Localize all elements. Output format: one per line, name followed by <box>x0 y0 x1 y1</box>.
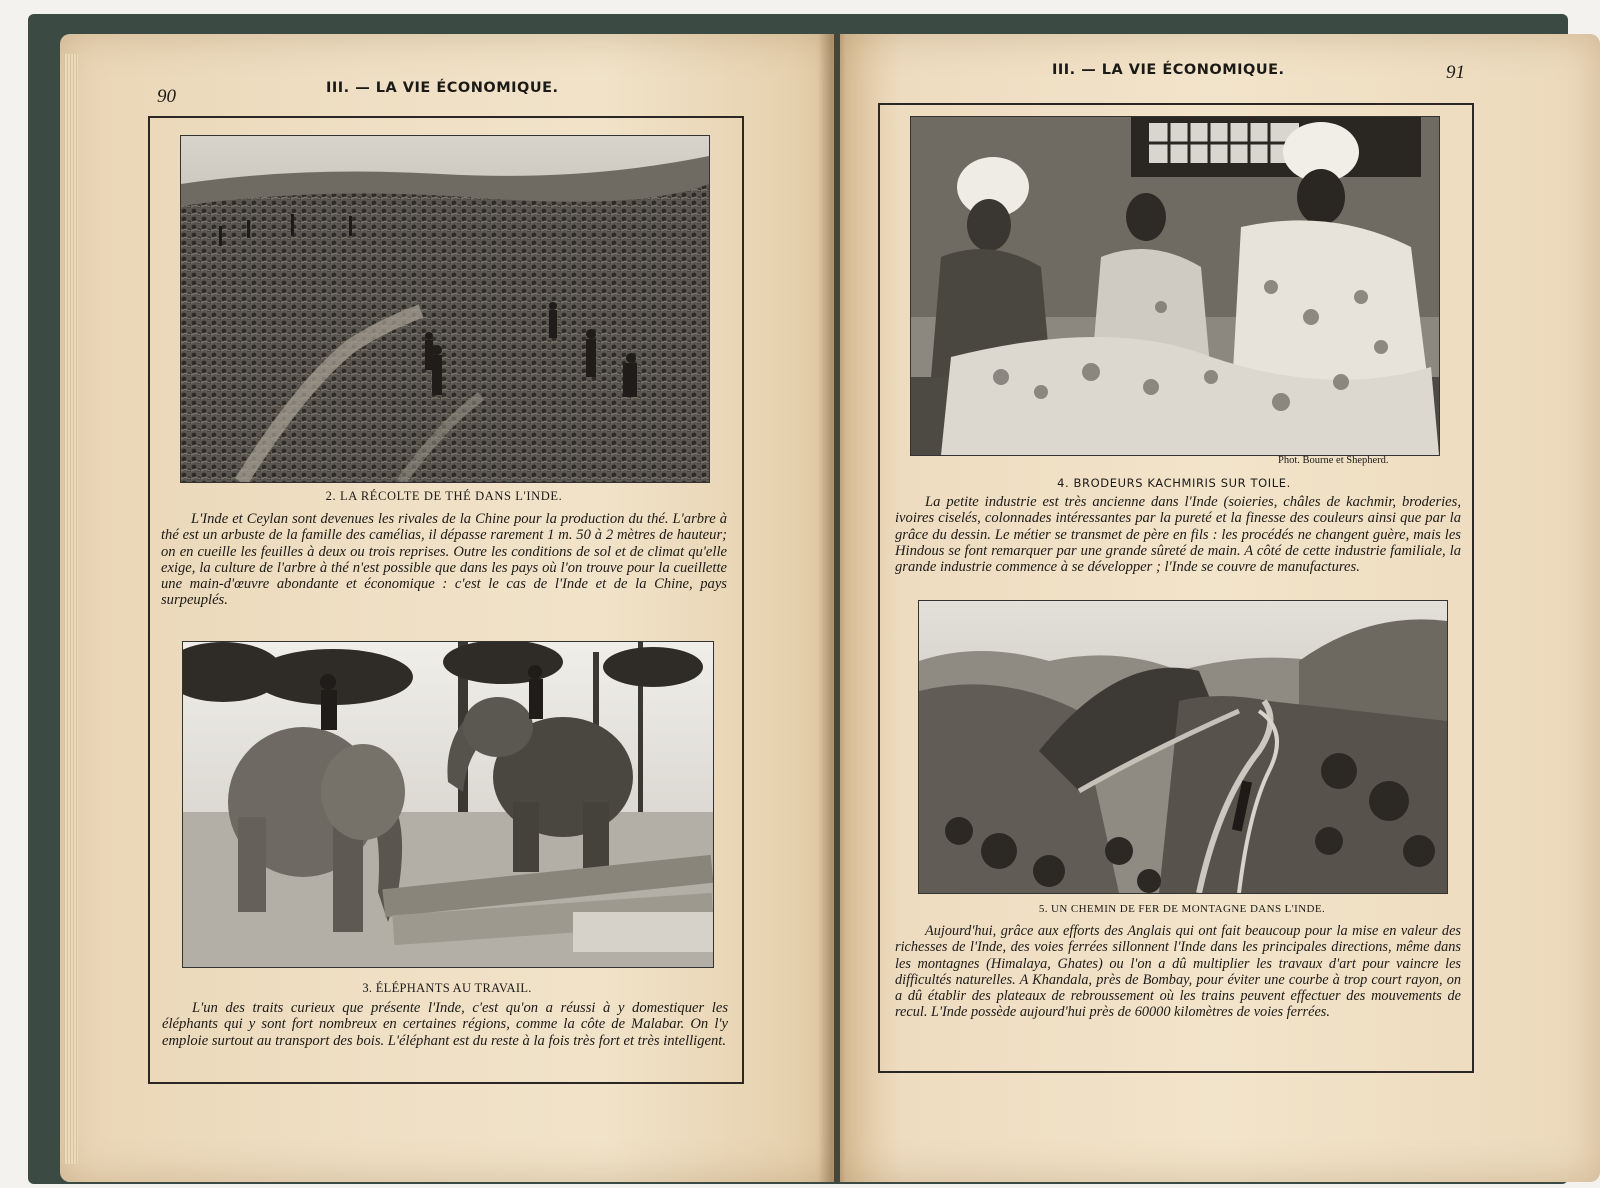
figure-4-caption: 4. BRODEURS KACHMIRIS SUR TOILE. <box>1057 476 1291 490</box>
figure-3-caption: 3. ÉLÉPHANTS AU TRAVAIL. <box>362 981 532 995</box>
page-edges <box>64 54 78 1164</box>
page-number-left: 90 <box>157 86 176 107</box>
figure-5-caption: 5. UN CHEMIN DE FER DE MONTAGNE DANS L'INDE. <box>1038 903 1326 915</box>
photo-credit: Phot. Bourne et Shepherd. <box>1278 455 1389 466</box>
embroiderers-photo <box>910 116 1440 456</box>
figure-3-text: L'un des traits curieux que présente l'Inde, c'est qu'on a réussi à y domestiquer les éléphants qui y sont fort nombreux en certaines régions, comme la côte de Malabar. On l'y emploie surtout au transport des bois. L'éléphant est du reste à la fois très fort et très intelligent. <box>162 1000 728 1049</box>
book-gutter <box>818 34 846 1182</box>
running-head-left: III. — LA VIE ÉCONOMIQUE. <box>326 80 559 96</box>
page-number-right: 91 <box>1446 62 1465 83</box>
figure-2-caption: 2. LA RÉCOLTE DE THÉ DANS L'INDE. <box>325 489 563 503</box>
figure-2-text: L'Inde et Ceylan sont devenues les rivales de la Chine pour la production du thé. L'arbre à thé est un arbuste de la famille des camélias, il dépasse rarement 1 m. 50 à 2 mètres de hauteur; on en cueille les feuilles à deux ou trois reprises. Outre les conditions de sol et de climat qu'elle exige, la culture de l'arbre à thé n'est possible que dans les pays où l'on trouve pour la cueillette une main-d'œuvre abondante et économique : c'est le cas de l'Inde et de la Chine, pays surpeuplés. <box>161 511 727 609</box>
figure-5-text: Aujourd'hui, grâce aux efforts des Anglais qui ont fait beaucoup pour la mise en valeur des richesses de l'Inde, des voies ferrées sillonnent l'Inde dans les principales directions, même dans les montagnes (Himalaya, Ghates) ou l'on a dû multiplier les travaux d'art pour vaincre les difficultés naturelles. A Khandala, près de Bombay, pour éviter une courbe à trop court rayon, on a dû établir des plateaux de rebroussement où les trains peuvent effectuer des mouvements de recul. L'Inde possède aujourd'hui près de 60000 kilomètres de voies ferrées. <box>895 923 1461 1021</box>
figure-4-text: La petite industrie est très ancienne dans l'Inde (soieries, châles de kachmir, broderies, ivoires ciselés, colonnades intéressantes par la pureté et la finesse des couleurs ainsi que par la grâce du dessin. Le métier se transmet de père en fils : les procédés ne changent guère, mais les Hindous se font remarquer par une grande sûreté de main. A côté de cette industrie familiale, la grande industrie commence à se développer ; l'Inde se couvre de manufactures. <box>895 494 1461 576</box>
tea-harvest-photo <box>180 135 710 483</box>
elephants-photo <box>182 641 714 968</box>
mountain-railway-photo <box>918 600 1448 894</box>
running-head-right: III. — LA VIE ÉCONOMIQUE. <box>1052 62 1285 78</box>
